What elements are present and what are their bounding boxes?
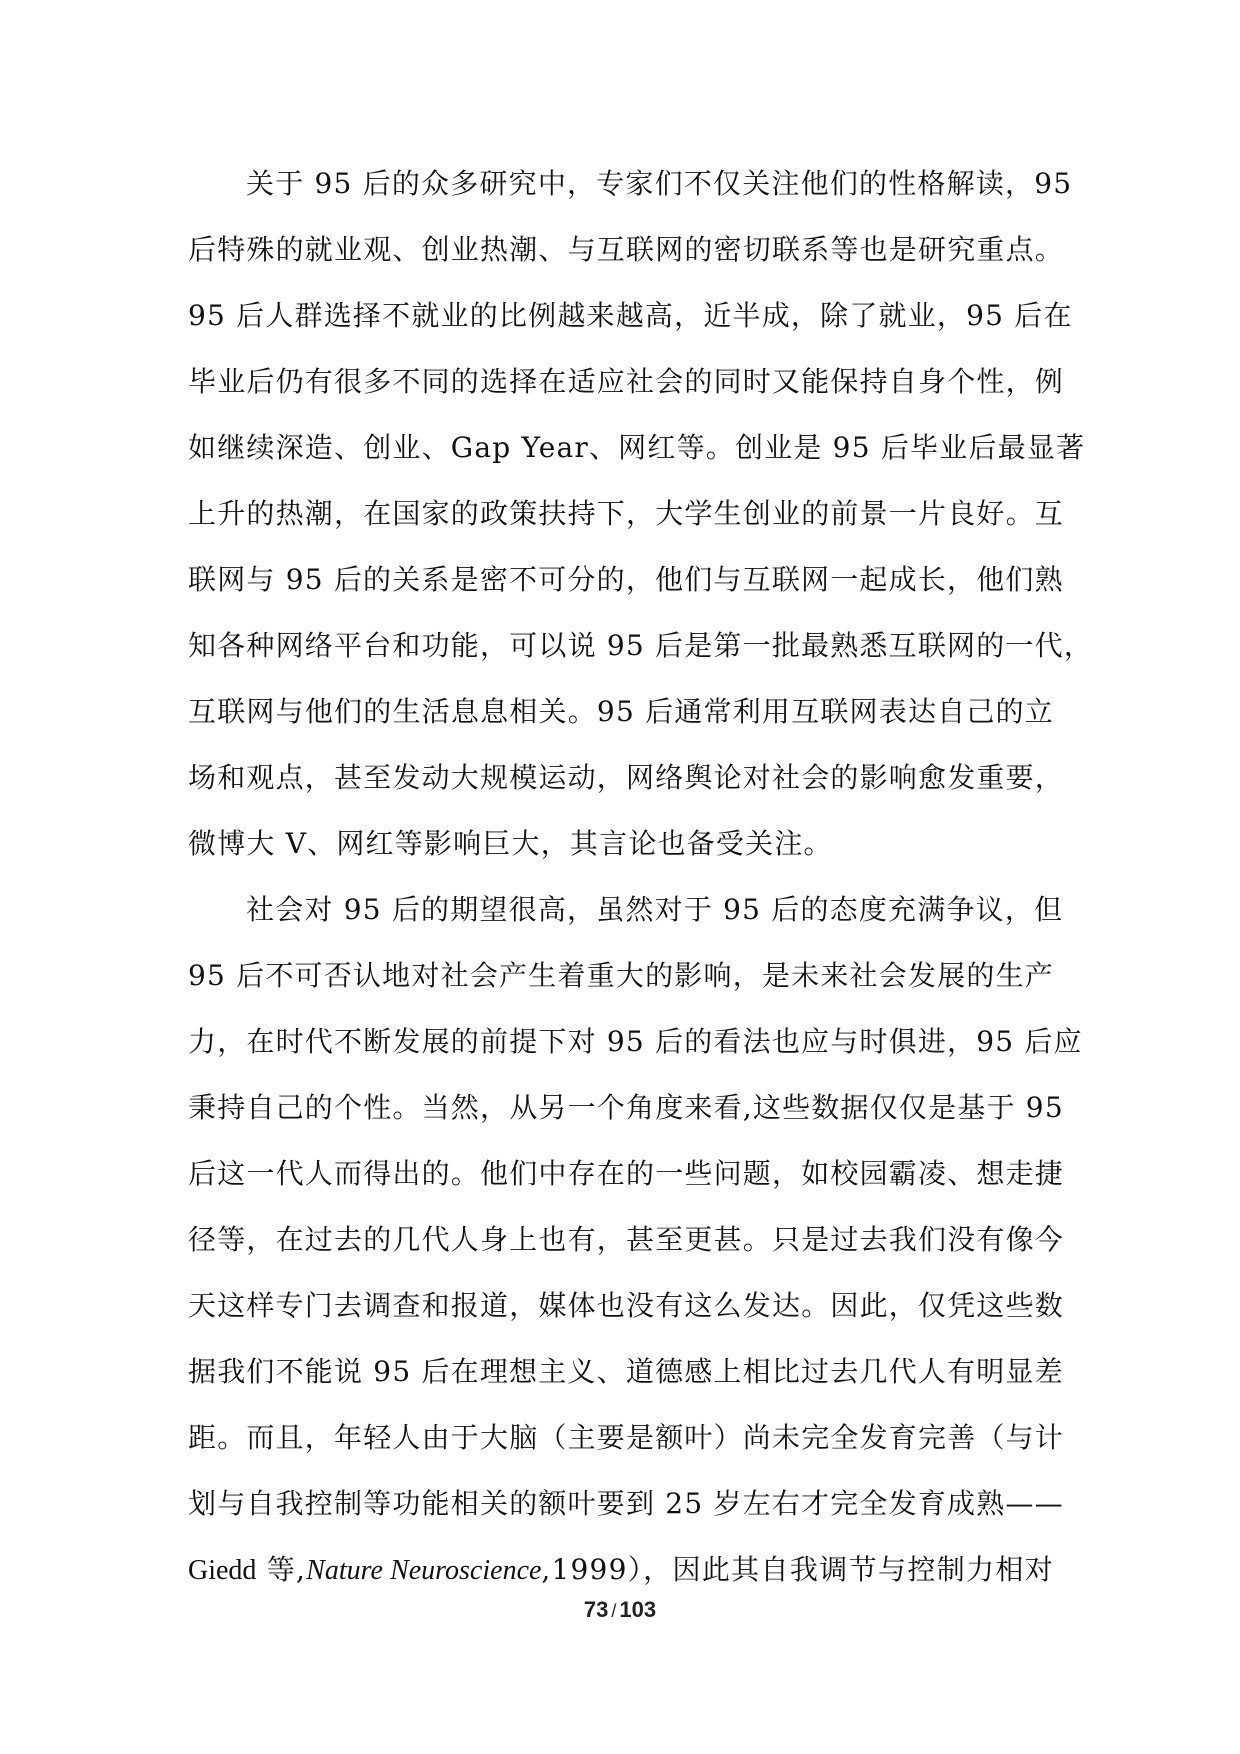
paragraph-2: [188, 884, 1083, 1610]
text-line: 上升的热潮，在国家的政策扶持下，大学生创业的前景一片良好。互: [188, 497, 1065, 530]
text-line: 知各种网络平台和功能，可以说 95 后是第一批最熟悉互联网的一代，: [188, 629, 1094, 662]
page-number: [0, 1597, 1240, 1623]
text-line: 联网与 95 后的关系是密不可分的，他们与互联网一起成长，他们熟: [188, 563, 1064, 596]
text-line: 秉持自己的个性。当然，从另一个角度来看,这些数据仅仅是基于 95: [188, 1091, 1064, 1124]
text-line: 毕业后仍有很多不同的选择在适应社会的同时又能保持自身个性，例: [188, 365, 1065, 398]
text-line: 力，在时代不断发展的前提下对 95 后的看法也应与时俱进，95 后应: [188, 1025, 1083, 1058]
paragraph-1: [188, 158, 1094, 884]
text-line: 后这一代人而得出的。他们中存在的一些问题，如校园霸凌、想走捷: [188, 1157, 1065, 1190]
text-line: 据我们不能说 95 后在理想主义、道德感上相比过去几代人有明显差: [188, 1355, 1064, 1388]
text-line: 95 后人群选择不就业的比例越来越高，近半成，除了就业，95 后在: [188, 299, 1073, 332]
text-line: 社会对 95 后的期望很高，虽然对于 95 后的态度充满争议，但: [246, 893, 1064, 926]
text-line: 场和观点，甚至发动大规模运动，网络舆论对社会的影响愈发重要，: [188, 761, 1065, 794]
text-line: 划与自我控制等功能相关的额叶要到 25 岁左右才完全发育成熟——: [188, 1487, 1064, 1520]
page-number-separator: /: [611, 1601, 617, 1621]
text-line: 天这样专门去调查和报道，媒体也没有这么发达。因此，仅凭这些数: [188, 1289, 1065, 1322]
text-line: 后特殊的就业观、创业热潮、与互联网的密切联系等也是研究重点。: [188, 233, 1065, 266]
page-number-total: 103: [619, 1597, 657, 1622]
text-line: 关于 95 后的众多研究中，专家们不仅关注他们的性格解读，95: [246, 167, 1073, 200]
text-line: 微博大 V、网红等影响巨大，其言论也备受关注。: [188, 827, 833, 860]
text-line: 95 后不可否认地对社会产生着重大的影响，是未来社会发展的生产: [188, 959, 1054, 992]
text-line: 径等，在过去的几代人身上也有，甚至更甚。只是过去我们没有像今: [188, 1223, 1065, 1256]
page-number-current: 73: [583, 1597, 609, 1622]
text-line: 互联网与他们的生活息息相关。95 后通常利用互联网表达自己的立: [188, 695, 1054, 728]
text-line: 距。而且，年轻人由于大脑（主要是额叶）尚未完全发育完善（与计: [188, 1421, 1065, 1454]
body-text: [188, 158, 1094, 1610]
citation-author: Giedd: [188, 1555, 257, 1586]
citation-rest: ,1999），因此其自我调节与控制力相对: [541, 1553, 1054, 1586]
citation-journal: Nature Neuroscience: [306, 1555, 542, 1586]
citation-mid: 等,: [256, 1553, 307, 1586]
text-line: 如继续深造、创业、Gap Year、网红等。创业是 95 后毕业后最显著: [188, 431, 1086, 464]
